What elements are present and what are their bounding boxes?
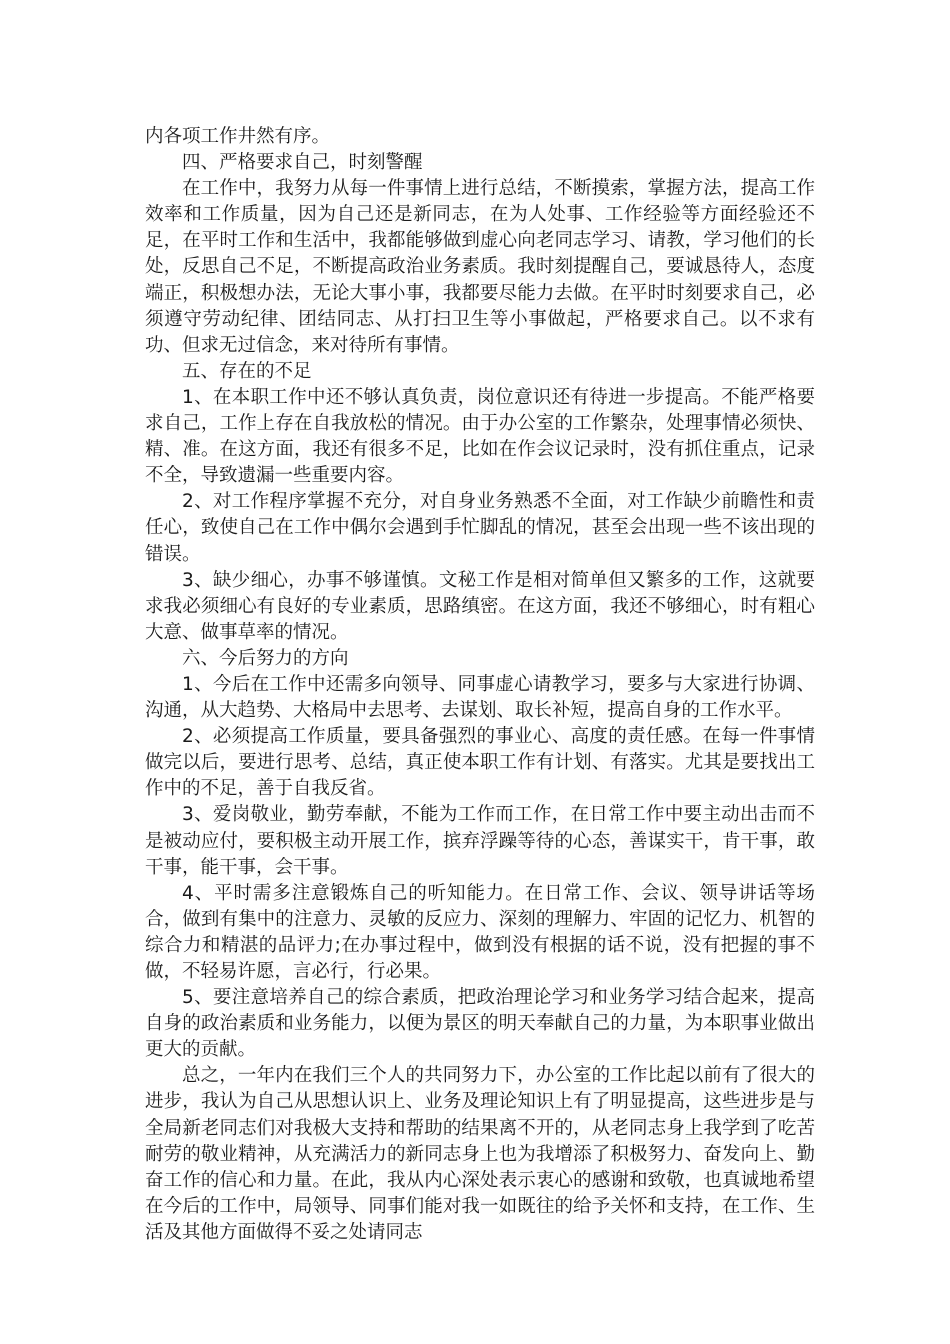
document-body <box>145 124 815 1246</box>
section-heading-5: 五、存在的不足 <box>182 360 312 382</box>
list-item-direction-4: 4、平时需多注意锻炼自己的听知能力。在日常工作、会议、领导讲话等场合，做到有集中的注意力、灵敏的反应力、深刻的理解力、牢固的记忆力、机智的综合力和精湛的品评力;在办事过程中，做到没有根据的话不说，没有把握的事不做，不轻易许愿，言必行，行必果。 <box>145 882 815 982</box>
paragraph-0: 内各项工作井然有序。 <box>145 126 331 147</box>
list-item-shortcoming-3: 3、缺少细心，办事不够谨慎。文秘工作是相对简单但又繁多的工作，这就要求我必须细心有良好的专业素质，思路缜密。在这方面，我还不够细心，时有粗心大意、做事草率的情况。 <box>145 569 815 643</box>
section-heading-6: 六、今后努力的方向 <box>182 647 349 669</box>
list-item-direction-5: 5、要注意培养自己的综合素质，把政治理论学习和业务学习结合起来，提高自身的政治素质和业务能力，以便为景区的明天奉献自己的力量，为本职事业做出更大的贡献。 <box>145 987 815 1061</box>
section-heading-4: 四、严格要求自己，时刻警醒 <box>182 152 423 174</box>
list-item-shortcoming-1: 1、在本职工作中还不够认真负责，岗位意识还有待进一步提高。不能严格要求自己，工作上存在自我放松的情况。由于办公室的工作繁杂，处理事情必须快、精、准。在这方面，我还有很多不足，比如在作会议记录时，没有抓住重点，记录不全，导致遗漏一些重要内容。 <box>145 386 815 487</box>
list-item-shortcoming-2: 2、对工作程序掌握不充分，对自身业务熟悉不全面，对工作缺少前瞻性和责任心，致使自己在工作中偶尔会遇到手忙脚乱的情况，甚至会出现一些不该出现的错误。 <box>145 491 815 565</box>
list-item-direction-3: 3、爱岗敬业，勤劳奉献，不能为工作而工作，在日常工作中要主动出击而不是被动应付，要积极主动开展工作，摈弃浮躁等待的心态，善谋实干，肯干事，敢干事，能干事，会干事。 <box>145 804 815 878</box>
list-item-direction-1: 1、今后在工作中还需多向领导、同事虚心请教学习，要多与大家进行协调、沟通，从大趋势、大格局中去思考、去谋划、取长补短，提高自身的工作水平。 <box>145 673 815 722</box>
paragraph-2: 在工作中，我努力从每一件事情上进行总结，不断摸索，掌握方法，提高工作效率和工作质量，因为自己还是新同志，在为人处事、工作经验等方面经验还不足，在平时工作和生活中，我都能够做到虚心向老同志学习、请教，学习他们的长处，反思自己不足，不断提高政治业务素质。我时刻提醒自己，要诚恳待人，态度端正，积极想办法，无论大事小事，我都要尽能力去做。在平时时刻要求自己，必须遵守劳动纪律、团结同志、从打扫卫生等小事做起，严格要求自己。以不求有功、但求无过信念，来对待所有事情。 <box>145 178 815 356</box>
list-item-direction-2: 2、必须提高工作质量，要具备强烈的事业心、高度的责任感。在每一件事情做完以后，要进行思考、总结，真正使本职工作有计划、有落实。尤其是要找出工作中的不足，善于自我反省。 <box>145 726 815 800</box>
conclusion-paragraph: 总之，一年内在我们三个人的共同努力下，办公室的工作比起以前有了很大的进步，我认为自己从思想认识上、业务及理论知识上有了明显提高，这些进步是与全局新老同志们对我极大支持和帮助的结果离不开的，从老同志身上我学到了吃苦耐劳的敬业精神，从充满活力的新同志身上也为我增添了积极努力、奋发向上、勤奋工作的信心和力量。在此，我从内心深处表示衷心的感谢和致敬，也真诚地希望在今后的工作中，局领导、同事们能对我一如既往的给予关怀和支持，在工作、生活及其他方面做得不妥之处请同志 <box>145 1065 815 1243</box>
